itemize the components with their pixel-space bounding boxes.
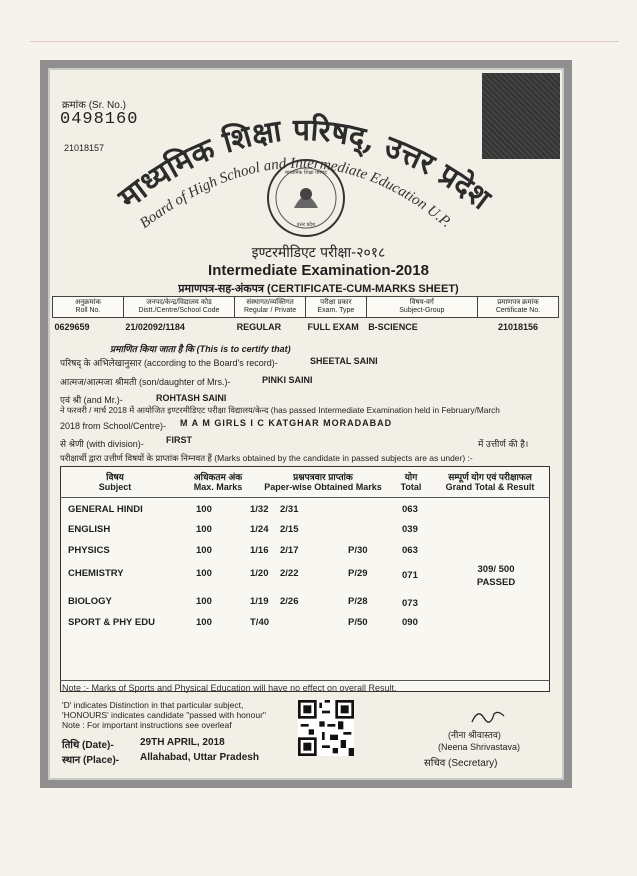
subject-p1: 1/16 [250,545,269,556]
board-emblem [264,156,348,240]
school-code: 21/02092/1184 [125,321,185,332]
regular-private: REGULAR [236,321,282,332]
distinction-note: 'D' indicates Distinction in that particular subject, [62,700,244,710]
record-label: परिषद् के अभिलेखानुसार (according to the Board's record)- [60,358,278,368]
subject-total: 039 [402,524,418,535]
student-name: SHEETAL SAINI [310,356,378,366]
result: PASSED [476,577,516,588]
grand-total: 309/ 500 [477,564,515,575]
father-label: एवं श्री (and Mr.)- [60,395,123,405]
certify-text: प्रमाणित किया जाता है कि (This is to certify that) [110,344,291,354]
division: FIRST [166,435,192,445]
secretary-name-english: (Neena Shrivastava) [438,742,521,752]
subject-practical: P/28 [348,596,368,607]
note-rule [60,680,550,681]
issue-date: 29TH APRIL, 2018 [140,737,225,748]
subject-practical: P/30 [348,545,368,556]
mother-label: आत्मज/आत्मजा श्रीमती (son/daughter of Mrs.)- [60,377,231,387]
subject-p1: 1/32 [250,504,269,515]
board-name-hindi: माध्यमिक शिक्षा परिषद्, उत्तर प्रदेश [112,112,497,217]
subject-name: BIOLOGY [68,596,112,607]
svg-text:माध्यमिक शिक्षा परिषद: माध्यमिक शिक्षा परिषद [285,170,327,176]
passed-hindi: में उत्तीर्ण की है। [478,439,529,449]
col-grand: सम्पूर्ण योग एवं परीक्षाफल Grand Total & Result [445,472,535,492]
subject-total: 073 [402,598,418,609]
header-table [52,296,559,335]
board-name-english: Board of High School and Intermediate Education U.P. [137,155,455,232]
sports-note: Note :- Marks of Sports and Physical Education will have no effect on overall Result. [62,683,397,693]
subject-group: B-SCIENCE [368,321,418,332]
subject-total: 063 [402,545,418,556]
place-label: स्थान (Place)- [62,755,120,766]
header-cell: विषय-वर्ग Subject-Group [366,297,477,318]
subject-p2: 2/15 [280,524,299,535]
header-cell: जनपद/केन्द्र/विद्यालय कोड Distt./Centre/School Code [123,297,234,318]
subject-practical: P/29 [348,568,368,579]
header-cell: परीक्षा प्रकार Exam. Type [305,297,366,318]
marks-header-rule [60,497,550,498]
serial-label: क्रमांक (Sr. No.) [62,100,126,111]
subject-name: GENERAL HINDI [68,504,143,515]
subject-p1: 1/24 [250,524,269,535]
subject-total: 090 [402,617,418,628]
subject-name: PHYSICS [68,545,110,556]
subject-p2: 2/31 [280,504,299,515]
subject-max: 100 [196,617,212,628]
header-cell: प्रमाणपत्र क्रमांक Certificate No. [478,297,559,318]
date-label: तिथि (Date)- [62,740,114,751]
subject-total: 063 [402,504,418,515]
subject-p1: 1/20 [250,568,269,579]
svg-text:उत्तर प्रदेश: उत्तर प्रदेश [296,222,316,228]
school-name: M A M GIRLS I C KATGHAR MORADABAD [180,418,393,428]
col-paper: प्रश्नपत्रवार प्राप्तांक Paper-wise Obtained Marks [264,472,382,492]
secretary-signature [468,704,508,728]
serial-number: 0498160 [60,110,139,129]
serial-code: 21018157 [64,143,105,153]
secretary-title: सचिव (Secretary) [424,758,498,769]
col-total: योग Total [400,472,422,492]
roll-no: 0629659 [54,321,90,332]
subject-name: SPORT & PHY EDU [68,617,155,628]
subject-name: ENGLISH [68,524,111,535]
mother-name: PINKI SAINI [262,375,313,385]
overleaf-note: Note : For important instructions see overleaf [62,720,232,730]
subject-p2: 2/26 [280,596,299,607]
division-label: से श्रेणी (with division)- [60,439,144,449]
col-subject: विषय Subject [98,472,132,492]
passed-line-2: 2018 from School/Centre)- [60,421,167,431]
subject-max: 100 [196,596,212,607]
father-name: ROHTASH SAINI [156,393,227,403]
subject-p2: 2/22 [280,568,299,579]
header-cell: संस्थागत/व्यक्तिगत Regular / Private [235,297,306,318]
issue-place: Allahabad, Uttar Pradesh [140,752,259,763]
subject-p1: T/40 [250,617,270,628]
honours-note: 'HONOURS' indicates candidate "passed with honour" [62,710,266,720]
exam-title-english: Intermediate Examination-2018 [208,262,429,279]
passed-line-1: ने फरवरी / मार्च 2018 में आयोजित इण्टरमीडिएट परीक्षा विद्यालय/केन्द (has passed Intermediate Examination held in February/March [60,405,500,415]
exam-title-hindi: इण्टरमीडिएट परीक्षा-२०१८ [251,245,386,261]
col-max: अधिकतम अंक Max. Marks [193,472,243,492]
subject-max: 100 [196,524,212,535]
header-cell: अनुक्रमांक Roll No. [53,297,124,318]
subject-p2: 2/17 [280,545,299,556]
subject-max: 100 [196,545,212,556]
qr-code [298,700,354,756]
marks-intro: परीक्षार्थी द्वारा उत्तीर्ण विषयों के प्राप्तांक निम्नवत हैं (Marks obtained by the candidate in passed subjects are as under) :- [60,453,473,463]
subject-max: 100 [196,504,212,515]
subject-practical: P/50 [348,617,368,628]
certificate-no: 21018156 [497,321,539,332]
certificate-title: प्रमाणपत्र-सह-अंकपत्र (CERTIFICATE-CUM-MARKS SHEET) [178,283,459,295]
subject-total: 071 [402,570,418,581]
subject-name: CHEMISTRY [68,568,124,579]
subject-p1: 1/19 [250,596,269,607]
exam-type: FULL EXAM [307,321,359,332]
secretary-name-hindi: (नीना श्रीवास्तव) [448,730,501,740]
subject-max: 100 [196,568,212,579]
